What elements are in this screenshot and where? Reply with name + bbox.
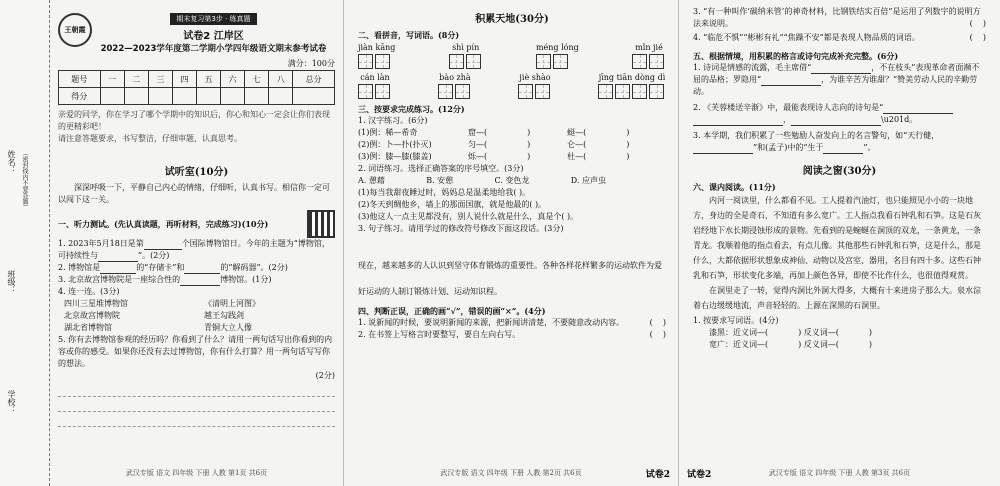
reading-para-2: 在洞里走了一转，觉得内洞比外洞大得多，大概有十来进房子那么大。泉水淙着右边缓缓地流，声音轻轻的。上源在深黑的石洞里。 <box>693 286 981 310</box>
reading-q1: 1. 按要求写词语。(4分) <box>693 316 779 325</box>
char-box[interactable] <box>375 84 390 99</box>
reading-title: 阅读之窗(30分) <box>802 166 877 177</box>
listening-q4: 4. 连一连。(3分) <box>58 287 120 296</box>
char-box[interactable] <box>536 54 551 69</box>
seal-hint: （密封线内不要答题） <box>21 150 28 210</box>
judge-4: 4. “临危不惧”“彬彬有礼”“焦躁不安”都是表现人物品质的词语。 ( ) <box>693 33 986 42</box>
q6-title: 六、课内阅读。(11分) <box>693 182 776 192</box>
match-left-item[interactable]: 湖北省博物馆 <box>64 323 112 332</box>
char-exercise-3: (3)例：膝—膝(膝盖) 烁—( ) 杜—( ) <box>358 152 630 161</box>
match-exercise <box>58 298 335 334</box>
judge-1: 1. 说新闻的时候，要说明新闻的来源，把新闻讲清楚，不要随意改动内容。 ( ) <box>358 318 666 327</box>
binding-margin <box>0 0 50 486</box>
paper-subtitle: 2022—2023学年度第二学期小学四年级语文期末参考试卷 <box>100 44 327 54</box>
match-left-item[interactable]: 北京故宫博物院 <box>64 311 120 320</box>
judge-3: 3. “有一种叫作‘碳纳米管’的神奇材料，比钢铁结实百倍”是运用了列数字的说明方法来说明。 ( ) <box>693 7 986 28</box>
q3-1: 1. 汉字练习。(6分) <box>358 116 428 125</box>
complete-3: 3. 本学期，我们积累了一些勉励人奋发向上的名言警句，如“天行健，”和(孟子)中的“生于 ”。 <box>693 131 940 152</box>
pinyin-row-1: jiàn kāng shì pín méng lóng mǐn jié <box>358 43 666 69</box>
column-3 <box>678 0 1000 486</box>
intro: 亲爱的同学，你在学习了哪个学期中的知识后，你心和知心一定会让你们表现的更精彩吧！ <box>58 110 330 131</box>
edit-passage: 现在，越来越多的人认识到坚守体育锻炼的重要性。各种各样花样繁多的运动软件为爱好运动的人制订锻炼计划、运动知识程。 <box>358 261 662 296</box>
word-2: 宽广：近义词—( ) 反义词—( ) <box>709 340 873 349</box>
logo: 王朝霞 <box>58 13 92 47</box>
listening-q2: 2. 博物馆是 的“存储卡”和 的“解码器”。(2分) <box>58 263 288 272</box>
badge: 期末复习第3步 · 练真题 <box>170 13 256 25</box>
fill-2: (2)冬天到绸他乡，墙上的那面国旗，就是他最的( )。 <box>358 200 547 209</box>
section2-title: 积累天地(30分) <box>475 14 549 25</box>
match-right-item[interactable]: 《清明上河图》 <box>204 299 260 308</box>
char-box[interactable] <box>466 54 481 69</box>
pinyin-q-title: 二、看拼音，写词语。(8分) <box>358 30 460 40</box>
char-box[interactable] <box>438 84 453 99</box>
char-exercise-1: (1)例：稀—希奇 窟—( ) 蜓—( ) <box>358 128 630 137</box>
char-box[interactable] <box>518 84 533 99</box>
char-box[interactable] <box>535 84 550 99</box>
q3-3: 3. 句子练习。请用学过的修改符号修改下面这段话。(3分) <box>358 224 564 233</box>
school-label: 学校： <box>7 390 16 414</box>
answer-line[interactable] <box>58 414 335 427</box>
column-2 <box>343 0 678 486</box>
complete-2: 2. 《芙蓉楼送辛渐》中，最能表现诗人志向的诗句是“ ， \u201d。 <box>693 102 986 126</box>
name-label: 姓名： <box>7 150 16 174</box>
judge-2: 2. 在书签上写格言时要整写，要自左向右写。 ( ) <box>358 330 666 339</box>
char-box[interactable] <box>449 54 464 69</box>
char-box[interactable] <box>632 54 647 69</box>
complete-1: 1. 诗词是情感的流露，毛主席借“ ，不在枝头”表现革命者面濒不屈的品格；罗隐用“ ，为谁辛苦为谁甜？”赞美劳动人民的辛勤劳动。 <box>693 63 980 96</box>
listening-q3: 3. 北京故宫博物院是一座综合性的 博物馆。(1分) <box>58 275 272 284</box>
match-left-item[interactable]: 四川三星堆博物馆 <box>64 299 128 308</box>
char-exercise-2: (2)例：卜—扑(扑灭) 匀—( ) 仑—( ) <box>358 140 630 149</box>
char-box[interactable] <box>358 84 373 99</box>
fill-1: (1)每当我甜夜睡过时，妈妈总是温柔地给我( )。 <box>358 188 531 197</box>
q5-title: 五、根据情境，用积累的格言或诗句完成补充完整。(6分) <box>693 51 899 61</box>
answer-line[interactable] <box>58 399 335 412</box>
class-label: 班级： <box>7 270 16 294</box>
qr-code-icon[interactable] <box>307 210 335 238</box>
page-footer: 武汉专版 语文 四年级 下册 人教 第3页 共6页 <box>768 469 911 477</box>
score-table: 题号 一 二 三 四 五 六 七 八 总分 得分 <box>58 70 335 105</box>
listening-q-title: 一、听力测试。(先认真读题，再听材料，完成练习)(10分) <box>58 219 269 229</box>
char-box[interactable] <box>649 54 664 69</box>
q4-title: 四、判断正误，正确的画“√”，错误的画“×”。(4分) <box>358 306 546 316</box>
listening-q5-score: (2分) <box>315 371 335 380</box>
char-box[interactable] <box>375 54 390 69</box>
char-box[interactable] <box>598 84 613 99</box>
char-box[interactable] <box>553 54 568 69</box>
answer-line[interactable] <box>58 384 335 397</box>
char-box[interactable] <box>632 84 647 99</box>
match-right-item[interactable]: 青铜大立人像 <box>204 323 252 332</box>
listening-q5: 5. 你有去博物馆参观的经历吗？你看到了什么？请用一两句话写出你看到的内容或你的感受。如果你还没有去过博物馆，你有什么打算？用一两句话写写你的想法。 <box>58 335 333 368</box>
char-box[interactable] <box>358 54 373 69</box>
q3-title: 三、按要求完成练习。(12分) <box>358 104 465 114</box>
char-box[interactable] <box>615 84 630 99</box>
reading-para-1: 内河一阅读里，什么都看不见。工人提着汽油灯，也只能照见小小的一块地方，身边的全是奇石，不知道有多么宽广。工人指点我看石钟乳和石笋。这是石灰岩经地下水长期浸蚀形成的景物。先看到的是蜿蜒在洞顶的双龙，一条黄龙，一条青龙。我顺着他的指点看去，有点儿像。其他那些石钟乳和石笋，这是什么，那是什么，大都依据形状想象成神仙、动物以及宫室、器用，名目有四十多。这些石钟乳和石笋，形状变化多端，再加上颜色各异，即使不比作什么，也很值得观赏。 <box>693 196 981 280</box>
paper-title: 试卷2 江岸区 <box>183 31 244 42</box>
word-1: 漆黑：近义词—( ) 反义词—( ) <box>709 328 873 337</box>
full-score: 满分：100分 <box>287 59 335 68</box>
word-options: A. 憩藉 B. 安憩 C. 变色龙 D. 应声虫 <box>358 176 606 185</box>
listening-q1: 1. 2023年5月18日是第 个国际博物馆日。今年的主题为“博物馆，可持续性与 ”。(2分) <box>58 239 330 260</box>
char-box[interactable] <box>455 84 470 99</box>
match-right-item[interactable]: 越王勾践剑 <box>204 311 244 320</box>
pinyin-row-2: cán làn bào zhà jiè shào jīng tiān dòng dì <box>358 73 666 99</box>
paper-tag: 试卷2 <box>687 469 712 480</box>
listening-title: 试听室(10分) <box>164 167 229 178</box>
column-1 <box>50 0 343 486</box>
page-footer: 武汉专版 语文 四年级 下册 人教 第1页 共6页 <box>125 469 268 477</box>
fill-3: (3)他这人一点主见都没有，别人说什么就是什么，真是个( )。 <box>358 212 579 221</box>
char-box[interactable] <box>649 84 664 99</box>
page-footer: 武汉专版 语文 四年级 下册 人教 第2页 共6页 <box>440 469 582 477</box>
intro-2: 请注意答题要求，书写整洁，仔细审题，认真思考。 <box>58 134 242 143</box>
paper-tag: 试卷2 <box>645 469 670 480</box>
listening-lead: 深深呼吸一下，平静自己内心的情绪，仔细听，认真书写。相信你一定可以闯下这一关。 <box>58 183 330 204</box>
q3-2: 2. 词语练习。选择正确答案的序号填空。(3分) <box>358 164 524 173</box>
